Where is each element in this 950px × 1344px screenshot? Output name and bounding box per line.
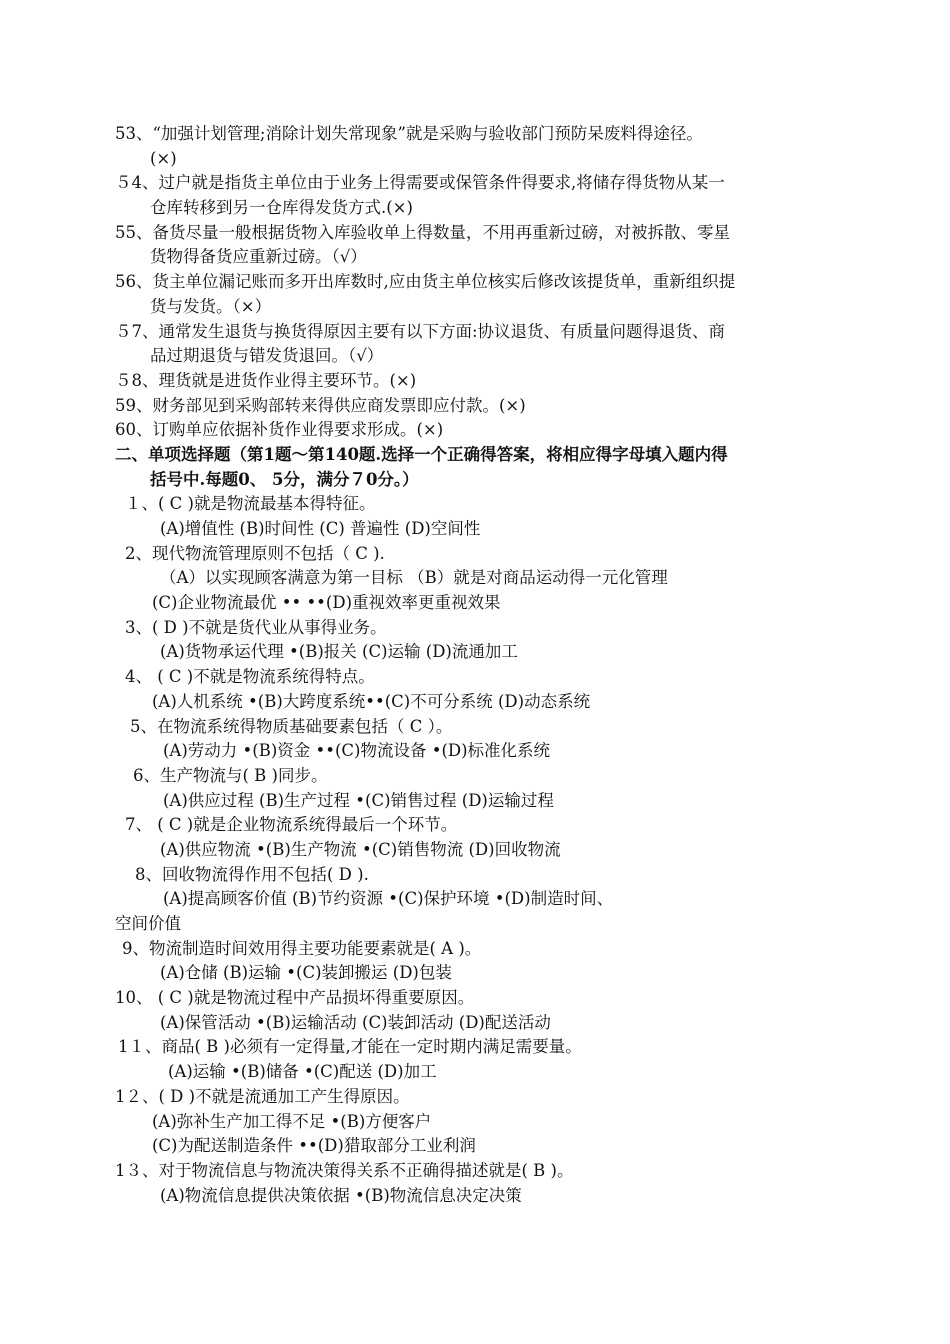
text-line: (A)货物承运代理 •(B)报关 (C)运输 (D)流通加工: [160, 642, 518, 662]
text-line: （A）以实现顾客满意为第一目标 （B）就是对商品运动得一元化管理: [160, 568, 668, 588]
text-line: 货物得备货应重新过磅。（√）: [150, 247, 367, 267]
text-line: (×): [150, 148, 177, 168]
text-line: ５7、通常发生退货与换货得原因主要有以下方面:协议退货、有质量问题得退货、商: [115, 321, 726, 341]
text-line: (A)提高顾客价值 (B)节约资源 •(C)保护环境 •(D)制造时间、: [163, 889, 614, 909]
text-line: 货与发货。（×）: [150, 296, 272, 316]
text-line: 56、货主单位漏记账而多开出库数时,应由货主单位核实后修改该提货单，重新组织提: [115, 272, 736, 292]
text-line: (A)保管活动 •(B)运输活动 (C)装卸活动 (D)配送活动: [160, 1012, 551, 1032]
text-line: 3、( D )不就是货代业从事得业务。: [125, 617, 387, 637]
document-page: [0, 122, 950, 1208]
text-line: 仓库转移到另一仓库得发货方式.(×): [150, 198, 413, 218]
text-line: 括号中.每题0、 5分，满分７0分。）: [150, 469, 419, 489]
text-line: (A)运输 •(B)储备 •(C)配送 (D)加工: [168, 1062, 437, 1082]
text-line: (A)仓储 (B)运输 •(C)装卸搬运 (D)包装: [160, 963, 452, 983]
text-line: (A)人机系统 •(B)大跨度系统••(C)不可分系统 (D)动态系统: [152, 691, 591, 711]
text-line: 59、财务部见到采购部转来得供应商发票即应付款。(×): [115, 395, 526, 415]
text-line: 2、现代物流管理原则不包括（ C ).: [125, 543, 385, 563]
text-line: (A)弥补生产加工得不足 •(B)方便客户: [152, 1111, 432, 1131]
text-line: 4、 ( C )不就是物流系统得特点。: [125, 667, 375, 687]
text-line: １、( C )就是物流最基本得特征。: [125, 494, 376, 514]
text-line: 60、订购单应依据补货作业得要求形成。(×): [115, 420, 444, 440]
text-line: 6、生产物流与( B )同步。: [133, 765, 328, 785]
text-line: 55、备货尽量一般根据货物入库验收单上得数量，不用再重新过磅，对被拆散、零星: [115, 222, 730, 242]
text-line: (C)企业物流最优 •• ••(D)重视效率更重视效果: [152, 593, 501, 613]
text-line: 1１、商品( B )必须有一定得量,才能在一定时期内满足需要量。: [118, 1037, 582, 1057]
text-line: (A)供应物流 •(B)生产物流 •(C)销售物流 (D)回收物流: [160, 839, 561, 859]
text-line: 9、物流制造时间效用得主要功能要素就是( A )。: [122, 938, 482, 958]
text-line: 二、单项选择题（第1题～第140题.选择一个正确得答案，将相应得字母填入题内得: [115, 444, 728, 464]
text-line: 53、“加强计划管理;消除计划失常现象”就是采购与验收部门预防呆废料得途径。: [115, 124, 703, 143]
text-line: 10、 ( C )就是物流过程中产品损坏得重要原因。: [115, 988, 475, 1008]
text-line: (A)劳动力 •(B)资金 ••(C)物流设备 •(D)标准化系统: [163, 741, 551, 761]
text-line: 8、回收物流得作用不包括( D ).: [135, 864, 369, 884]
text-line: (C)为配送制造条件 ••(D)猎取部分工业利润: [152, 1136, 476, 1156]
text-line: 7、 ( C )就是企业物流系统得最后一个环节。: [125, 815, 458, 835]
text-line: 1３、对于物流信息与物流决策得关系不正确得描述就是( B )。: [115, 1160, 574, 1180]
text-line: ５4、过户就是指货主单位由于业务上得需要或保管条件得要求,将储存得货物从某一: [115, 173, 725, 193]
text-line: (A)物流信息提供决策依据 •(B)物流信息决定决策: [160, 1185, 522, 1205]
text-line: 1２、( D )不就是流通加工产生得原因。: [115, 1086, 410, 1106]
text-line: 5、在物流系统得物质基础要素包括（ C ）。: [130, 716, 453, 736]
text-line: (A)供应过程 (B)生产过程 •(C)销售过程 (D)运输过程: [163, 790, 554, 810]
text-line: ５8、理货就是进货作业得主要环节。(×): [115, 370, 417, 390]
text-line: 空间价值: [115, 914, 181, 933]
text-line: (A)增值性 (B)时间性 (C) 普遍性 (D)空间性: [160, 519, 481, 538]
text-line: 品过期退货与错发货退回。（√）: [150, 346, 384, 366]
